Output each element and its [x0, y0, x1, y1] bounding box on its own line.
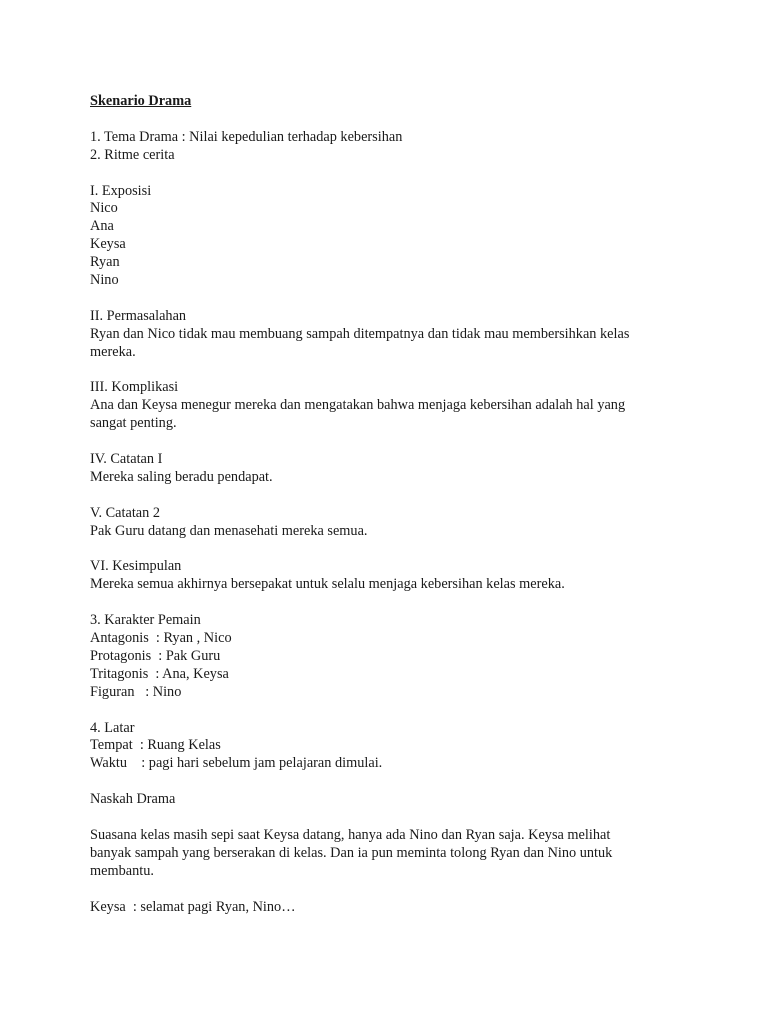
section-line: Mereka saling beradu pendapat.	[90, 468, 273, 485]
section-latar	[90, 720, 690, 774]
spacer	[90, 165, 690, 183]
section-karakter-pemain	[90, 612, 690, 702]
spacer	[90, 290, 690, 308]
section-heading: IV. Catatan I	[90, 451, 163, 468]
spacer	[90, 111, 690, 129]
spacer	[90, 362, 690, 380]
section-heading: VI. Kesimpulan	[90, 558, 182, 575]
character-line-figuran: Figuran : Nino	[90, 683, 182, 700]
section-heading: V. Catatan 2	[90, 504, 161, 521]
section-line: Mereka semua akhirnya bersepakat untuk selalu menjaga kebersihan kelas mereka.	[90, 576, 565, 593]
section-heading: I. Exposisi	[90, 182, 152, 199]
spacer	[90, 433, 690, 451]
setting-line-waktu: Waktu : pagi hari sebelum jam pelajaran dimulai.	[90, 755, 383, 772]
section-line: Ryan dan Nico tidak mau membuang sampah ditempatnya dan tidak mau membersihkan kelas	[90, 325, 630, 342]
section-line: Nico	[90, 200, 118, 217]
document-title: Skenario Drama	[90, 93, 192, 109]
paragraph-line: membantu.	[90, 862, 154, 879]
paragraph-line: Suasana kelas masih sepi saat Keysa datang, hanya ada Nino dan Ryan saja. Keysa melihat	[90, 826, 611, 843]
section-line: Nino	[90, 272, 119, 289]
spacer	[90, 809, 690, 827]
character-line-protagonis: Protagonis : Pak Guru	[90, 647, 221, 664]
section-line: Ana	[90, 218, 114, 235]
document-page	[90, 93, 690, 917]
dialogue-line: Keysa : selamat pagi Ryan, Nino…	[90, 898, 296, 915]
section-catatan-2	[90, 505, 690, 541]
paragraph-line: banyak sampah yang berserakan di kelas. Dan ia pun meminta tolong Ryan dan Nino untuk	[90, 844, 613, 861]
section-line: Keysa	[90, 236, 126, 253]
character-line-tritagonis: Tritagonis : Ana, Keysa	[90, 665, 229, 682]
section-heading: II. Permasalahan	[90, 307, 187, 324]
section-kesimpulan	[90, 558, 690, 594]
section-heading: III. Komplikasi	[90, 379, 179, 396]
intro-line-ritme: 2. Ritme cerita	[90, 146, 175, 163]
section-line: mereka.	[90, 343, 136, 360]
spacer	[90, 541, 690, 559]
spacer	[90, 487, 690, 505]
character-line-antagonis: Antagonis : Ryan , Nico	[90, 630, 232, 647]
naskah-paragraph	[90, 827, 690, 881]
naskah-heading: Naskah Drama	[90, 791, 176, 808]
section-exposisi	[90, 183, 690, 290]
setting-line-tempat: Tempat : Ruang Kelas	[90, 737, 221, 754]
section-line: Ana dan Keysa menegur mereka dan mengatakan bahwa menjaga kebersihan adalah hal yang	[90, 397, 626, 414]
section-catatan-1	[90, 451, 690, 487]
spacer	[90, 881, 690, 899]
section-heading: 3. Karakter Pemain	[90, 612, 201, 629]
section-line: Ryan	[90, 254, 120, 271]
section-line: Pak Guru datang dan menasehati mereka semua.	[90, 522, 368, 539]
section-heading: 4. Latar	[90, 719, 135, 736]
intro-line-tema: 1. Tema Drama : Nilai kepedulian terhadap kebersihan	[90, 128, 403, 145]
section-komplikasi	[90, 379, 690, 433]
spacer	[90, 773, 690, 791]
spacer	[90, 594, 690, 612]
section-line: sangat penting.	[90, 415, 177, 432]
spacer	[90, 702, 690, 720]
section-permasalahan	[90, 308, 690, 362]
